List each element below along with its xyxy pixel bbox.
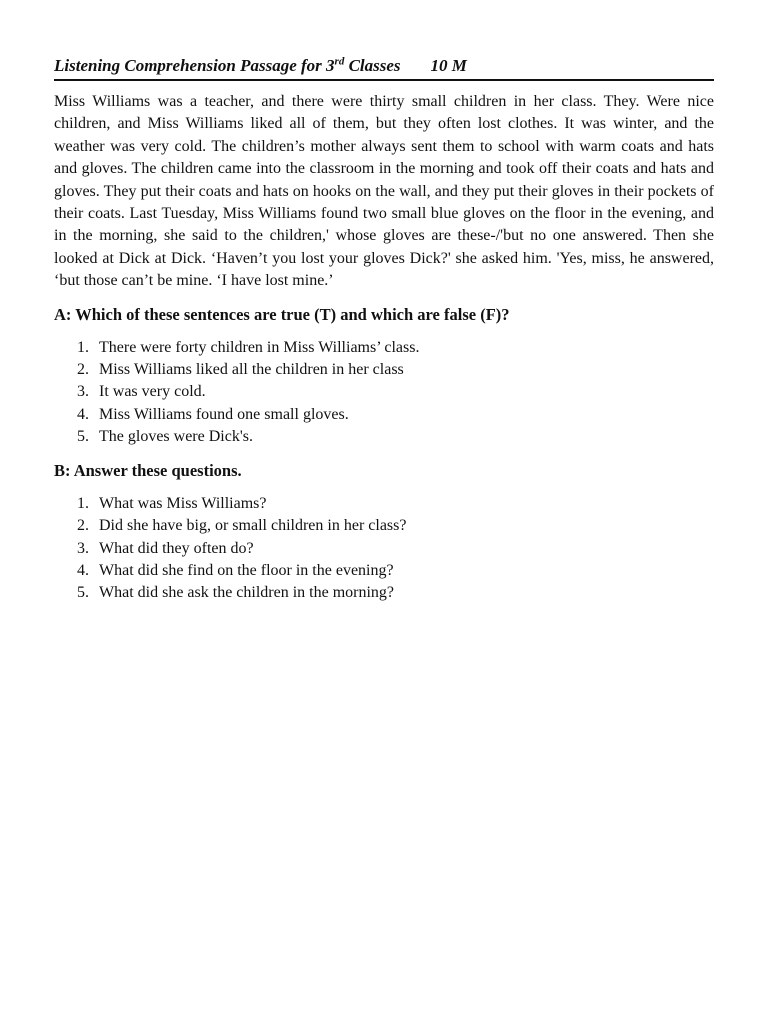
item-number: 5.: [77, 584, 89, 602]
header-title-main: Listening Comprehension Passage for 3: [54, 56, 335, 75]
list-item: [54, 381, 714, 403]
item-number: 1.: [77, 338, 89, 356]
item-text: Did she have big, or small children in her class?: [99, 517, 407, 535]
list-item: [54, 515, 714, 537]
section-a-list: [54, 337, 714, 449]
item-text: It was very cold.: [99, 383, 206, 401]
item-text: What did she ask the children in the morning?: [99, 584, 395, 602]
item-number: 3.: [77, 383, 89, 401]
item-text: Miss Williams found one small gloves.: [99, 405, 349, 423]
header-title-superscript: rd: [334, 55, 345, 68]
item-number: 5.: [77, 428, 89, 446]
passage-text: Miss Williams was a teacher, and there were thirty small children in her class. They. Were nice children, and Miss Williams liked all of them, but they often lost clothes. It was winter, and the weather was very cold. The children’s mother always sent them to school with warm coats and hats and gloves. The children came into the classroom in the morning and took off their coats and hats and gloves. They put their coats and hats on hooks on the wall, and they put their gloves in their pockets of their coats. Last Tuesday, Miss Williams found two small blue gloves on the floor in the evening, and in the morning, she said to the children,' whose gloves are these-/'but no one answered. Then she looked at Dick at Dick. ‘Haven’t you lost your gloves Dick?' she asked him. 'Yes, miss, he answered, ‘but those can’t be mine. ‘I have lost mine.’: [54, 93, 714, 290]
list-item: [54, 359, 714, 381]
list-item: [54, 337, 714, 359]
document-page: [54, 54, 714, 605]
item-text: There were forty children in Miss Williams’ class.: [99, 338, 420, 356]
header-title: [54, 54, 401, 78]
item-number: 3.: [77, 539, 89, 557]
header-title-end: Classes: [344, 56, 401, 75]
item-number: 2.: [77, 517, 89, 535]
list-item: [54, 560, 714, 582]
list-item: [54, 404, 714, 426]
item-number: 1.: [77, 494, 89, 512]
section-a-heading: A: Which of these sentences are true (T) and which are false (F)?: [54, 304, 510, 324]
document-header: [54, 54, 714, 81]
item-number: 2.: [77, 361, 89, 379]
item-number: 4.: [77, 405, 89, 423]
list-item: [54, 493, 714, 515]
header-marks: 10 M: [430, 56, 467, 75]
item-text: What did they often do?: [99, 539, 254, 557]
item-text: The gloves were Dick's.: [99, 428, 253, 446]
section-b-heading: B: Answer these questions.: [54, 460, 242, 480]
item-text: What was Miss Williams?: [99, 494, 267, 512]
item-number: 4.: [77, 561, 89, 579]
list-item: [54, 582, 714, 604]
section-b-list: [54, 493, 714, 605]
item-text: Miss Williams liked all the children in her class: [99, 361, 404, 379]
list-item: [54, 538, 714, 560]
list-item: [54, 426, 714, 448]
item-text: What did she find on the floor in the evening?: [99, 561, 394, 579]
